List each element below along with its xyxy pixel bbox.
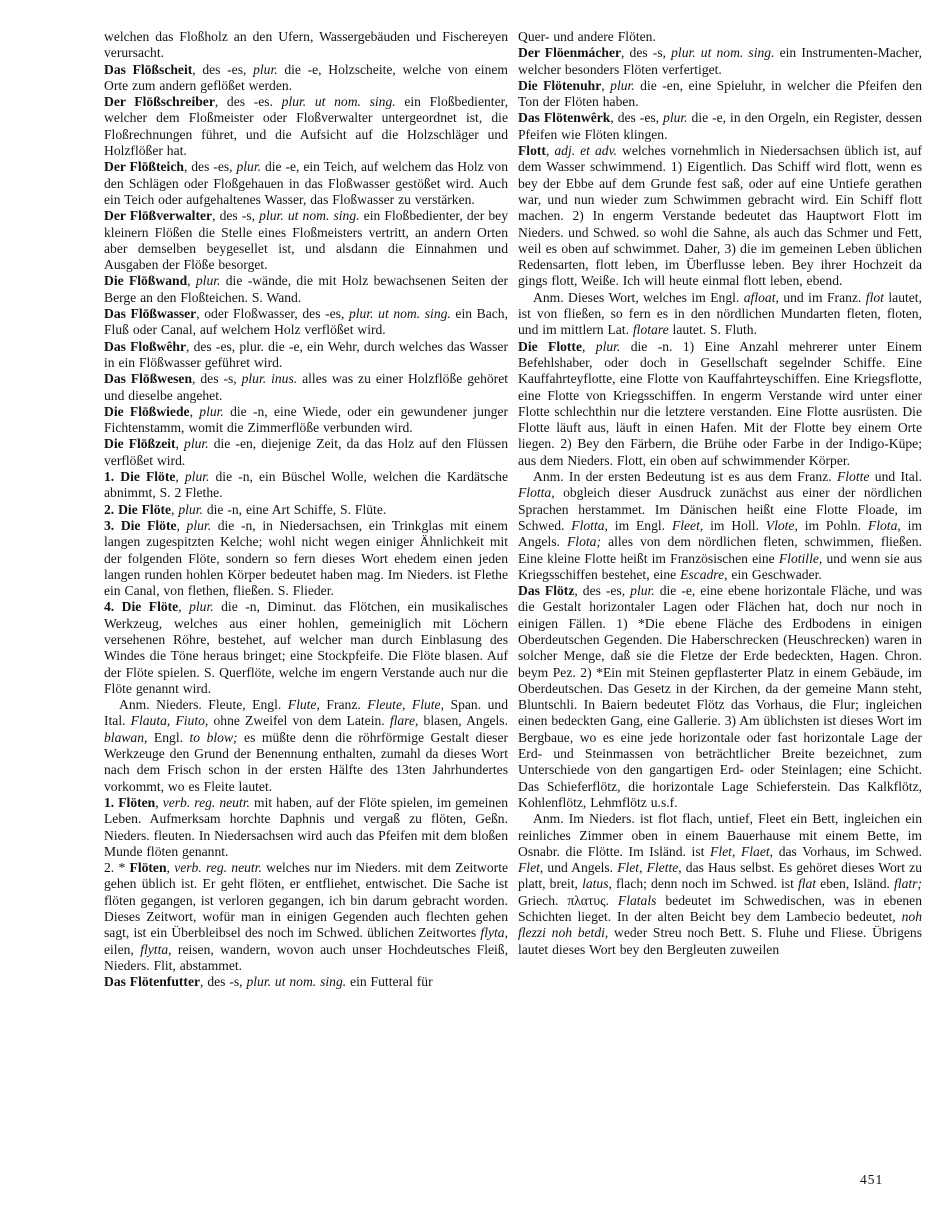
entry-floetz: Das Flötz, des -es, plur. die -e, eine ebene horizontale Fläche, und was die Gestalt horizontaler Lagen oder Flächen hat, doch nur noch in einigen Fällen. 1) *Die ebene Fläche des Erdbodens in einigen Oberdeutschen Gegenden. Die Haberschrecken (Heuschrecken) waren in solcher Menge, daß sie die Fletze der Erde bedeckten, Hagen. Chron. beym Pez. 2) *Ein mit Steinen gepflasterter Platz in einem Gebäude, im Oberdeutschen. Das Gesetz in der Kirchen, da der gemeine Mann steht, Bluntschli. In Baiern bedeutet Flötz das Vorhaus, die Flur; ingleichen einen bedeckten Gang, eine Gallerie. 3) Am üblichsten ist dieses Wort im Bergbaue, wo es eine jede horizontale oder fast horizontale Lage der Erd- und Steinmassen von beträchtlicher Breite bezeichnet, zum Unterschiede von den gangartigen Erd- oder Steinlagen; eine Schicht. Das Schieferflötz, die horizontale Lage Schieferstein. Das Kalkflötz, Kohlenflötz, Lehmflötz u.s.f.	[518, 583, 922, 810]
entry-flosswiede: Die Flōßwiede, plur. die -n, eine Wiede, oder ein gewundener junger Fichtenstamm, womit die Zimmerflöße verbunden wird.	[104, 403, 508, 436]
anm-floete: Anm. Nieders. Fleute, Engl. Flute, Franz. Fleute, Flute, Span. und Ital. Flauta, Fiuto, ohne Zweifel von dem Latein. flare, blasen, Angels. blawan, Engl. to blow; es müßte denn die röhrförmige Gestalt dieser Werkzeuge den Grund der Benennung enthalten, zumahl da dieses Wort nach dem Frisch schon in der ersten Hälfte des 13ten Jahrhundertes vorkommt, wo es Fleite lautet.	[104, 697, 508, 794]
entry-floete-1: 1. Die Flöte, plur. die -n, ein Büschel Wolle, welchen die Kardätsche abnimmt, S. 2 Flethe.	[104, 469, 508, 501]
entry-flossscheit: Das Flōßscheit, des -es, plur. die -e, Holzscheite, welche von einem Orte zum andern geflößet werden.	[104, 61, 508, 93]
entry-flosswasser: Das Flōßwasser, oder Floßwasser, des -es, plur. ut nom. sing. ein Bach, Fluß oder Canal, auf welchem Holz verflößet wird.	[104, 306, 508, 338]
entry-flott: Flott, adj. et adv. welches vornehmlich in Niedersachsen üblich ist, auf dem Wasser schwimmend. 1) Eigentlich. Das Schiff wird flott, wenn es bey der Ebbe auf dem Grunde fest saß, oder auf eine Untiefe gerathen war, und nun wieder zum Schwimmen gebracht wird. Ein Schiff flott machen. 2) In engerm Verstande bedeutet das Hauptwort Flott im Nieders. und Schwed. so wohl die Sahne, als auch das Schmer und Fett, weil es oben auf schwimmet. Daher, 3) die im gemeinen Leben üblichen Redensarten, flott leben, im Überflusse leben. Bey ihrer Hochzeit da gings flott, Weiße. Ich will heute einmal flott leben, ebend.	[518, 143, 922, 289]
entry-flosszeit: Die Flōßzeit, plur. die -en, diejenige Zeit, da das Holz auf den Flüssen verflößet wird.	[104, 436, 508, 468]
entry-flosswesen: Das Flōßwesen, des -s, plur. inus. alles was zu einer Holzflöße gehöret und dieselbe angehet.	[104, 371, 508, 403]
entry-floeten-1: 1. Flöten, verb. reg. neutr. mit haben, auf der Flöte spielen, im gemeinen Leben. Aufmerksam horchte Daphnis und vergaß zu flöten, Geßn. Nieders. fleuten. In Niedersachsen wird auch das Pfeifen mit dem bloßen Munde flöten genannt.	[104, 794, 508, 859]
left-column	[104, 29, 508, 1163]
entry-flossverwalter: Der Flōßverwalter, des -s, plur. ut nom. sing. ein Floßbedienter, der bey kleinern Flößen die Stelle eines Floßmeisters vertritt, an andern Orten aber demselben beygesellet ist, und alsdann die Einnahmen und Ausgaben der Flöße besorget.	[104, 208, 508, 273]
entry-floeten-2: 2. * Flöten, verb. reg. neutr. welches nur im Nieders. mit dem Zeitworte gehen üblich ist. Er geht flöten, er entfliehet, entwischet. Die Sache ist flöten gegangen, ist verloren gegangen, ich bin darum gebracht worden. Dieses Zeitwort, wofür man in einigen Gegenden auch flechten gehen sagt, ist ein Überbleibsel des noch im Schwed. üblichen Zeitwortes flyta, eilen, flytta, reisen, wandern, wovon auch unser Hochdeutsches Fleiß, Nieders. Flit, abstammet.	[104, 860, 508, 973]
entry-floete-4: 4. Die Flöte, plur. die -n, Diminut. das Flötchen, ein musikalisches Werkzeug, welches aus einer hohlen, gemeiniglich mit Löchern versehenen Röhre, bestehet, auf welcher man durch Einblasung des Windes die Töne heraus bringet; eine Stockpfeife. Die Flöte blasen. Auf der Flöte spielen. S. Querflöte, welche im engern Verstande auch nur die Flöte genannt wird.	[104, 599, 508, 696]
entry-floete-2: 2. Die Flöte, plur. die -n, eine Art Schiffe, S. Flüte.	[104, 501, 387, 517]
entry-floetenmacher: Der Flöenmácher, des -s, plur. ut nom. sing. ein Instrumenten-Macher, welcher besonders Flöten verfertiget.	[518, 45, 922, 77]
continuation-floetenfutter: Quer- und andere Flöten.	[518, 29, 656, 44]
right-column	[518, 29, 922, 1163]
entry-flosswand: Die Flōßwand, plur. die -wände, die mit Holz bewachsenen Seiten der Berge an den Floßteichen. S. Wand.	[104, 273, 508, 305]
entry-flotte: Die Flotte, plur. die -n. 1) Eine Anzahl mehrerer unter Einem Befehlshaber, oder doch in Gesellschaft segelnder Schiffe. Eine Kauffahrteyflotte, eine Flotte von Kauffahrteyschiffen. Eine Kriegsflotte, eine Flotte von Kriegsschiffen. In engerm Verstande wird unter einer Flotte schlechthin nur die letztere verstanden. Eine Flotte ausrüsten. Die Flotte läuft aus, läuft in einen Hafen. Mit der Flotte bey einem Orte liegen. 2) Bey den Färbern, die Brühe oder Farbe in der Indigo-Küpe; aus dem Nieders. Flott, ein oben auf schwimmender Körper.	[518, 338, 922, 468]
anm-floetz: Anm. Im Nieders. ist flot flach, untief, Fleet ein Bett, ingleichen ein reinliches Zimmer oben in einem Bauerhause mit einem Bette, im Osnabr. die Flötte. Im Isländ. ist Flet, Flaet, das Vorhaus, im Schwed. Flet, und Angels. Flet, Flette, das Haus selbst. Es gehöret dieses Wort zu platt, breit, latus, flach; denn noch im Schwed. ist flat eben, Isländ. flatr; Griech. πλατυς. Flatals bedeutet im Schwedischen, was in ebenen Schichten lieget. In der alten Beicht bey dem Lambecio bedeutet, noh flezzi noh betdi, weder Streu noch Bett. S. Fluhe und Fliese. Übrigens lautet dieses Wort bey den Bergleuten zuweilen	[518, 811, 922, 957]
entry-floetenwerk: Das Flötenwêrk, des -es, plur. die -e, in den Orgeln, ein Register, dessen Pfeifen wie Flöten klingen.	[518, 110, 922, 142]
page-number: 451	[860, 1172, 884, 1187]
entry-flosswehr: Das Floßwêhr, des -es, plur. die -e, ein Wehr, durch welches das Wasser in ein Flößwasser geführet wird.	[104, 338, 508, 370]
anm-flotte: Anm. In der ersten Bedeutung ist es aus dem Franz. Flotte und Ital. Flotta, obgleich dieser Ausdruck zunächst aus einer der nördlichen Sprachen herstammet. Im Dänischen heißt eine Flotte Floade, im Schwed. Flotta, im Engl. Fleet, im Holl. Vlote, im Pohln. Flota, im Angels. Flota; alles von dem nördlichen fleten, schwimmen, fließen. Eine kleine Flotte heißt im Französischen eine Flotille, und wenn sie aus Kriegsschiffen bestehet, eine Escadre, ein Geschwader.	[518, 469, 922, 582]
entry-floetenfutter: Das Flötenfutter, des -s, plur. ut nom. sing. ein Futteral für	[104, 974, 433, 990]
entry-floete-3: 3. Die Flöte, plur. die -n, in Niedersachsen, ein Trinkglas mit einem langen zugespitzten Kelche; wohl nicht wegen einiger Ähnlichkeit mit der folgenden Flöte, sondern so fern dieses Wort ehedem einen jeden langen runden hohlen Körper bedeutet haben mag. Im Nieders. ist Flethe ein Canal, von flethen, fließen. S. Flieder.	[104, 517, 508, 599]
entry-flossschreiber: Der Flōßschreiber, des -es. plur. ut nom. sing. ein Floßbedienter, welcher dem Floßmeister oder Floßverwalter untergeordnet ist, die Floßrechnungen führet, und die Aufsicht auf die Holzschläger und Holzflößer hat.	[104, 94, 508, 159]
entry-flossteich: Der Flōßteich, des -es, plur. die -e, ein Teich, auf welchem das Holz von den Schlägen oder Floßgehauen in das Floßwasser gestößet wird. Auch ein Teich oder aufgehaltenes Wasser, das Floßwasser zu verstärken.	[104, 159, 508, 207]
continuation-flossschaden: welchen das Floßholz an den Ufern, Wassergebäuden und Fischereyen verursacht.	[104, 29, 508, 61]
entry-floetenuhr: Die Flötenuhr, plur. die -en, eine Spieluhr, in welcher die Pfeifen den Ton der Flöten haben.	[518, 77, 922, 110]
anm-flott: Anm. Dieses Wort, welches im Engl. afloat, und im Franz. flot lautet, ist von fließen, so fern es in den nördlichen Mundarten fleten, floten, und im mittlern Lat. flotare lautet. S. Fluth.	[518, 289, 922, 338]
